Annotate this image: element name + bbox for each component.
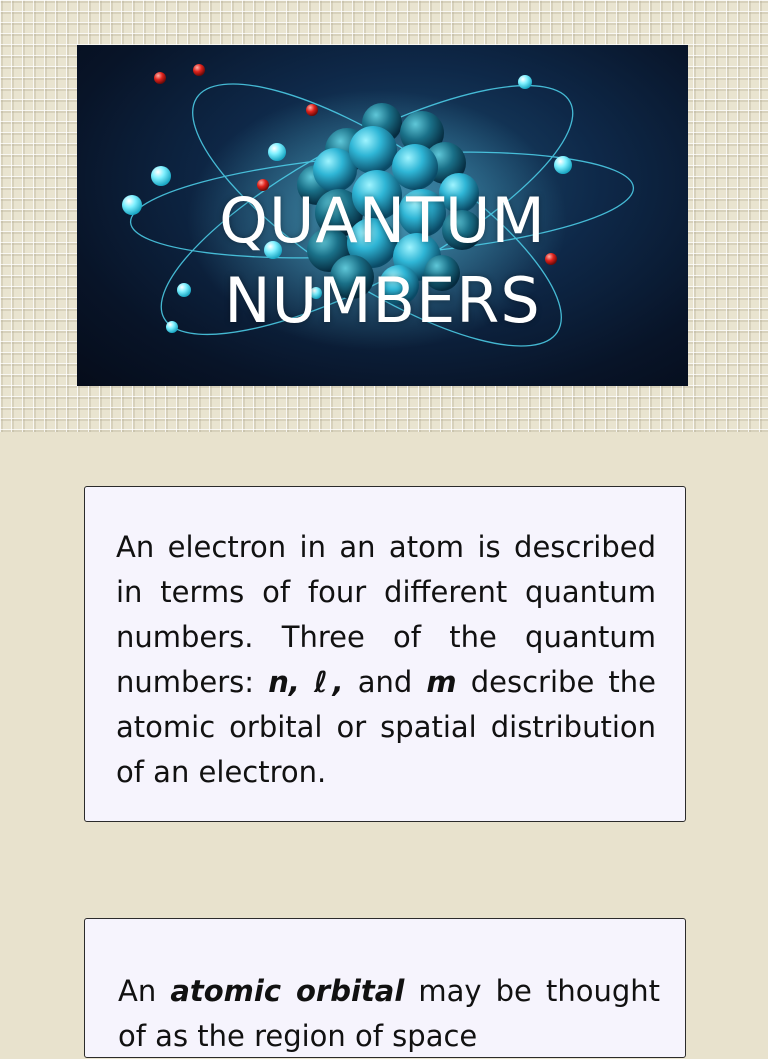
- atomic-orbital-card: [84, 918, 686, 1058]
- symbol-m: m: [426, 665, 457, 699]
- symbol-n: n,: [268, 665, 300, 699]
- description-text-1: An electron in an atom is described in terms of four different quantum numbers. Three of the quantum numbers:: [116, 530, 656, 699]
- quantum-numbers-description-card: [84, 486, 686, 822]
- description-and: and: [343, 665, 427, 699]
- description-paragraph: [116, 525, 656, 795]
- atomic-orbital-term: atomic orbital: [170, 974, 405, 1008]
- orbital-paragraph: [118, 969, 660, 1059]
- hero-title-line-2: NUMBERS: [224, 264, 541, 337]
- description-text-2: describe the atomic orbital or spatial distribution of an electron.: [116, 665, 656, 789]
- orbital-text-2: may be thought of as the region of space: [118, 974, 660, 1053]
- orbital-text-1: An: [118, 974, 171, 1008]
- hero-banner: [77, 45, 688, 386]
- hero-title-line-1: QUANTUM: [219, 184, 546, 257]
- symbol-l: ℓ,: [313, 665, 344, 699]
